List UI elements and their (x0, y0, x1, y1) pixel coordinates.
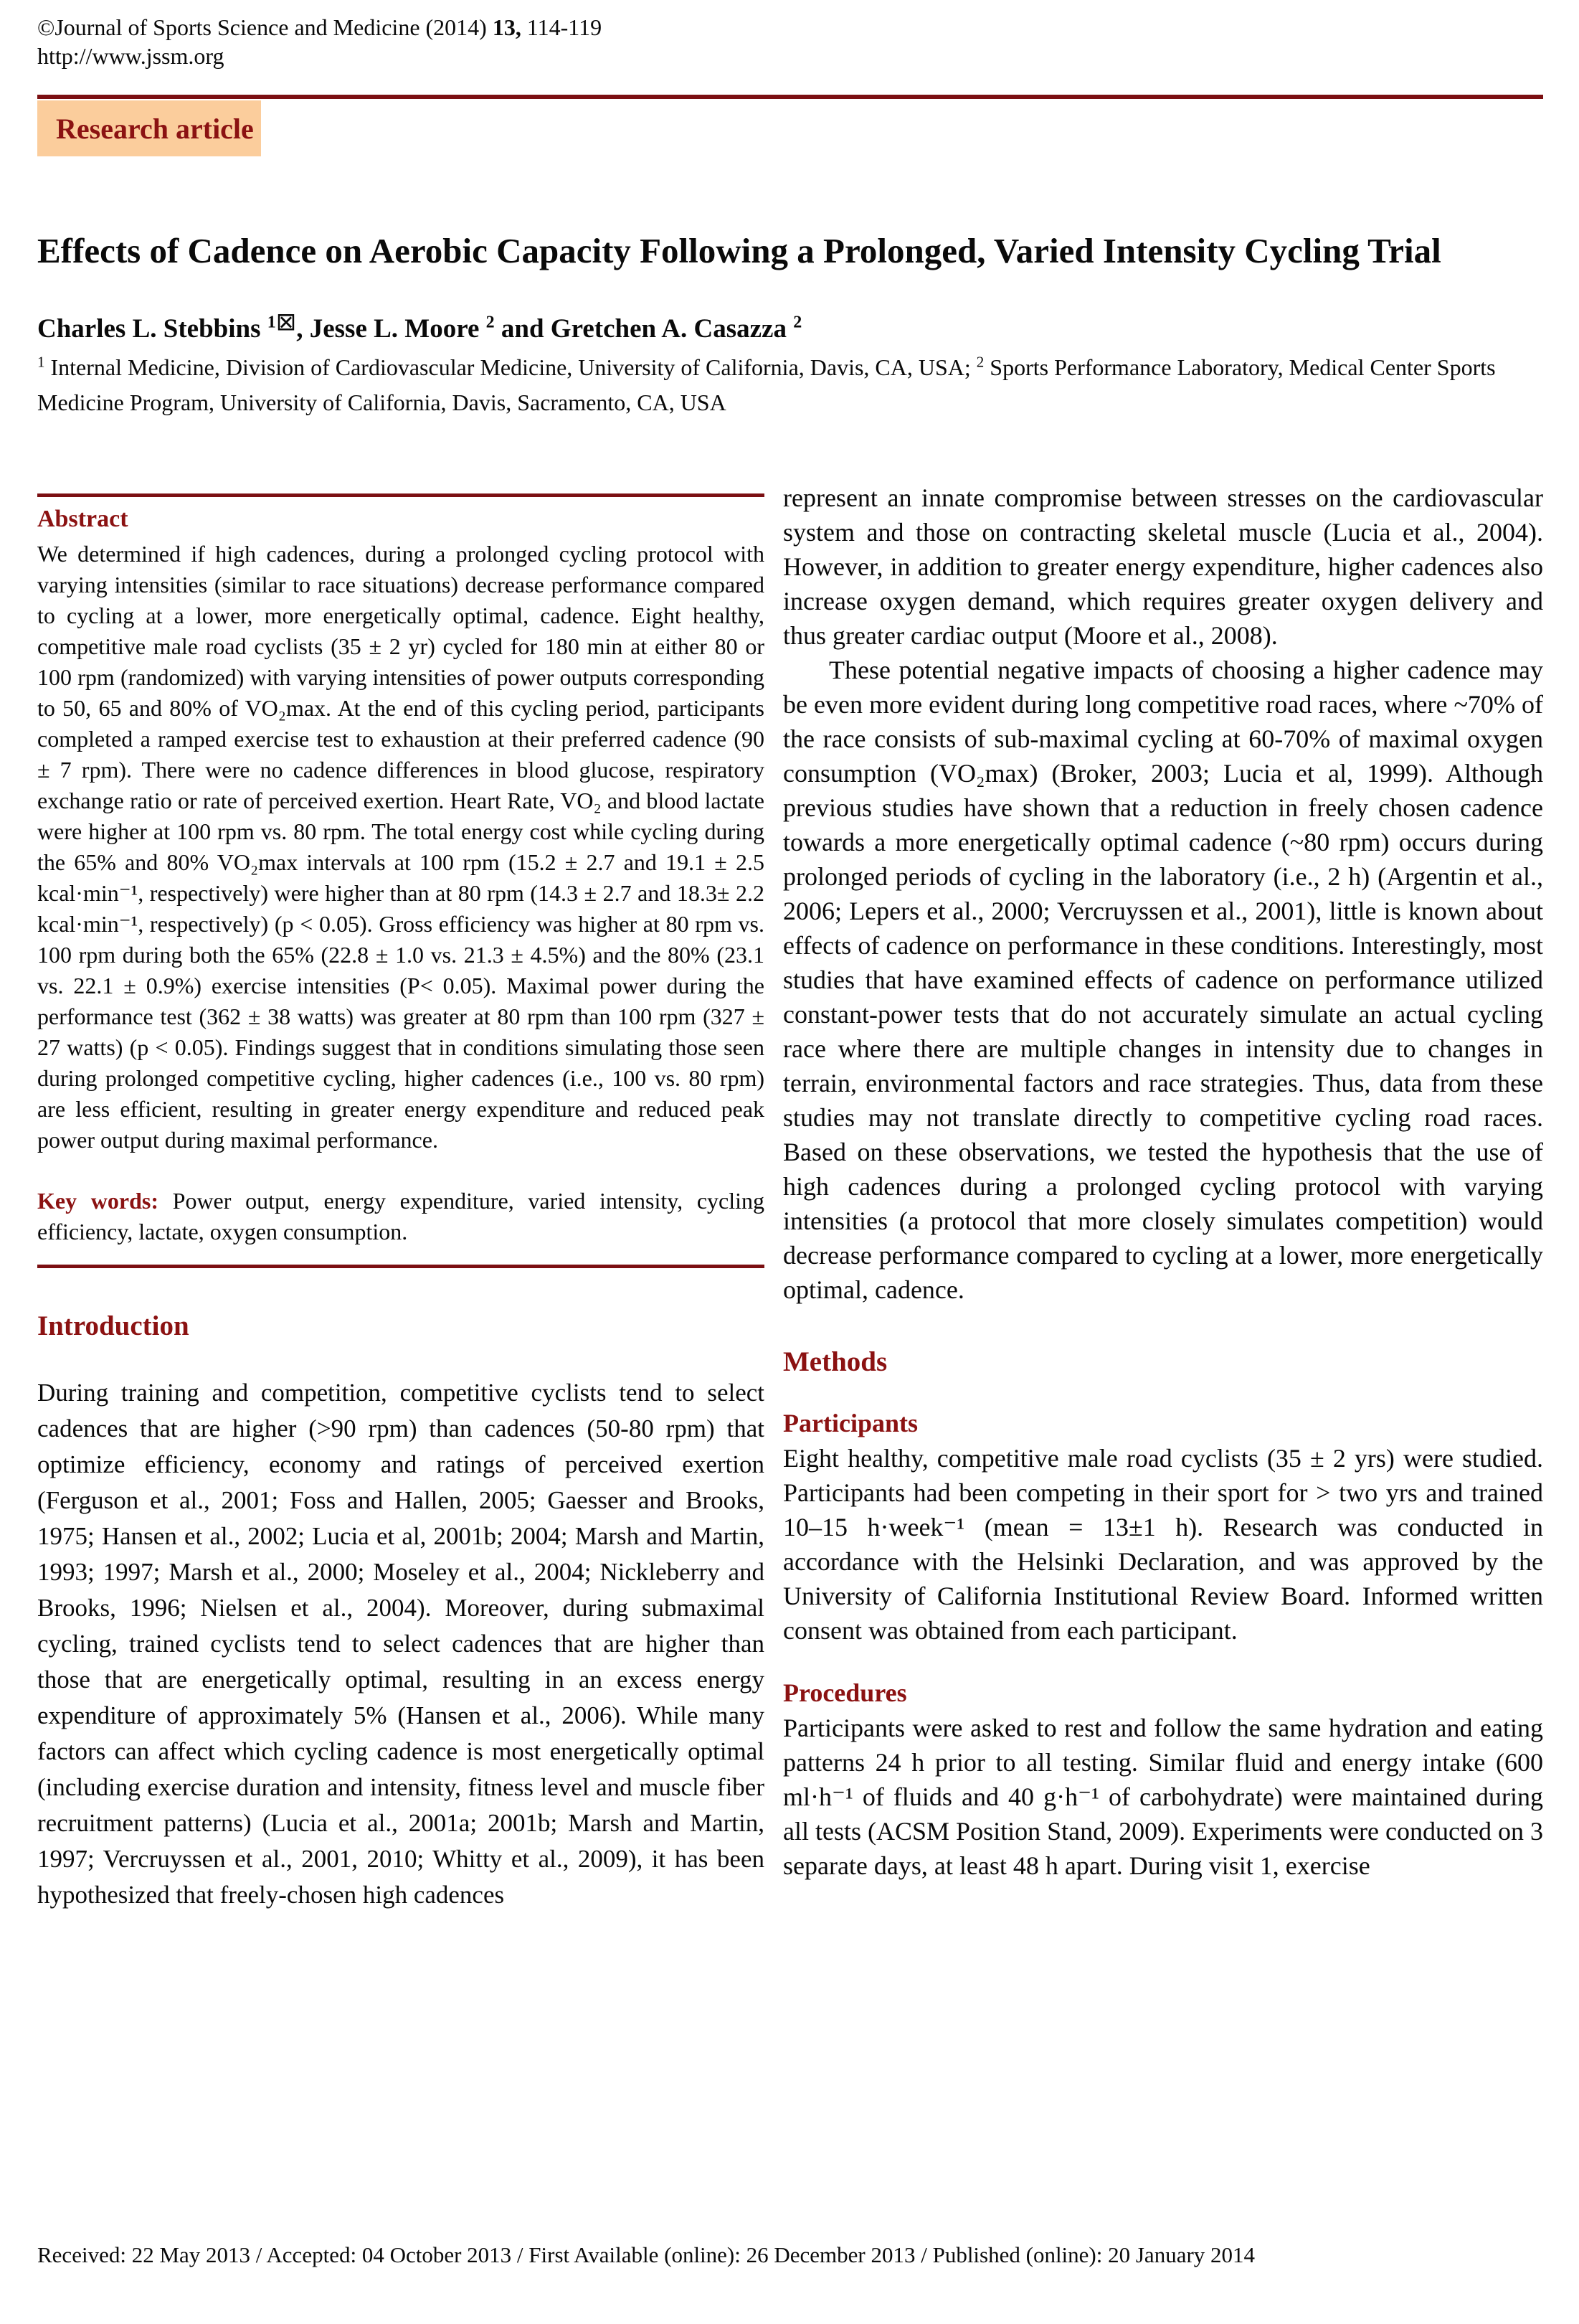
procedures-heading: Procedures (783, 1678, 907, 1707)
keywords-text: Power output, energy expenditure, varied intensity, cycling efficiency, lactate, oxygen consumption. (37, 1188, 765, 1244)
research-article-badge (37, 100, 261, 156)
two-column-body (37, 481, 1542, 1913)
introduction-heading: Introduction (37, 1310, 189, 1341)
abstract-text: We determined if high cadences, during a prolonged cycling protocol with varying intensities (similar to race situations) decrease performance compared to cycling at a lower, more energetically optimal, cadence. Eight healthy, competitive male road cyclists (35 ± 2 yr) cycled for 180 min at either 80 or 100 rpm (randomized) with varying intensities of power outputs corresponding to 50, 65 and 80% of VO₂max. At the end of this cycling period, participants completed a ramped exercise test to exhaustion at their preferred cadence (90 ± 7 rpm). There were no cadence differences in blood glucose, respiratory exchange ratio or rate of perceived exertion. Heart Rate, VO₂ and blood lactate were higher at 100 rpm vs. 80 rpm. The total energy cost while cycling during the 65% and 80% VO₂max intervals at 100 rpm (15.2 ± 2.7 and 19.1 ± 2.5 kcal·min⁻¹, respectively) were higher than at 80 rpm (14.3 ± 2.7 and 18.3± 2.2 kcal·min⁻¹, respectively) (p < 0.05). Gross efficiency was higher at 80 rpm vs. 100 rpm during both the 65% (22.8 ± 1.0 vs. 21.3 ± 4.5%) and the 80% (23.1 vs. 22.1 ± 0.9%) exercise intensities (P< 0.05). Maximal power during the performance test (362 ± 38 watts) was greater at 80 rpm than 100 rpm (327 ± 27 watts) (p < 0.05). Findings suggest that in conditions simulating those seen during prolonged competitive cycling, higher cadences (i.e., 100 vs. 80 rpm) are less efficient, resulting in greater energy expenditure and reduced peak power output during maximal performance. (37, 541, 764, 1153)
affiliation-2: Sports Performance Laboratory, Medical Center Sports Medicine Program, University of California, Davis, Sacramento, CA, USA (37, 354, 1496, 415)
envelope-icon: ⊠ (275, 308, 297, 336)
authors-line (37, 308, 1542, 344)
right-column (783, 481, 1543, 1913)
author-2-affiliation-mark: 2 (485, 313, 495, 332)
article-history-footer: Received: 22 May 2013 / Accepted: 04 October 2013 / First Available (online): 26 December 2013 / Published (online): 20 January 2014 (37, 2242, 1256, 2267)
methods-heading: Methods (783, 1346, 888, 1377)
author-1-affiliation-mark: 1 (267, 313, 276, 332)
affiliation-1: Internal Medicine, Division of Cardiovascular Medicine, University of California, Davis, CA, USA; (44, 354, 977, 380)
affiliations-line (37, 350, 1542, 420)
abstract-bottom-rule (37, 1265, 764, 1268)
procedures-paragraph: Participants were asked to rest and follow the same hydration and eating patterns 24 h prior to all testing. Similar fluid and energy intake (600 ml·h⁻¹ of fluids and 40 g·h⁻¹ of carbohydrate) were maintained during all tests (ACSM Position Stand, 2009). Experiments were conducted on 3 separate days, at least 48 h apart. During visit 1, exercise (783, 1714, 1543, 1880)
journal-pages: 114-119 (521, 14, 602, 40)
journal-url: http://www.jssm.org (37, 43, 224, 69)
participants-paragraph: Eight healthy, competitive male road cyclists (35 ± 2 yrs) were studied. Participants had been competing in their sport for > two yrs and trained 10–15 h·week⁻¹ (mean = 13±1 h). Research was conducted in accordance with the Helsinki Declaration, and was approved by the University of California Institutional Review Board. Informed written consent was obtained from each participant. (783, 1444, 1543, 1645)
affiliation-2-mark: 2 (976, 353, 985, 371)
abstract-top-rule (37, 493, 764, 497)
abstract-heading: Abstract (37, 506, 128, 532)
introduction-continued-paragraph-2: These potential negative impacts of choosing a higher cadence may be even more evident during long competitive road races, where ~70% of the race consists of sub-maximal cycling at 60-70% of maximal oxygen consumption (VO₂max) (Broker, 2003; Lucia et al, 1999). Although previous studies have shown that a reduction in freely chosen cadence towards a more energetically optimal cadence (~80 rpm) occurs during prolonged periods of cycling in the laboratory (i.e., 2 h) (Argentin et al., 2006; Lepers et al., 2000; Vercruyssen et al., 2001), little is known about effects of cadence on performance in these conditions. Interestingly, most studies that have examined effects of cadence on performance utilized constant-power tests that do not accurately simulate an actual cycling race where there are multiple changes in intensity due to changes in terrain, environmental factors and race strategies. Thus, data from these studies may not translate directly to competitive cycling road races. Based on these observations, we tested the hypothesis that the use of high cadences during a prolonged cycling protocol with varying intensities (a protocol that more closely simulates competition) would decrease performance compared to cycling at a lower, more energetically optimal, cadence. (783, 656, 1543, 1304)
affiliation-1-mark: 1 (37, 353, 45, 371)
journal-name: ©Journal of Sports Science and Medicine (2014) (37, 14, 493, 40)
page-header (0, 0, 1579, 70)
author-1: Charles L. Stebbins (37, 314, 267, 344)
journal-volume: 13, (492, 14, 521, 40)
keywords-label: Key words: (37, 1188, 158, 1214)
introduction-paragraph: During training and competition, competitive cyclists tend to select cadences that are higher (>90 rpm) than cadences (50-80 rpm) that optimize efficiency, economy and ratings of perceived exertion (Ferguson et al., 2001; Foss and Hallen, 2005; Gaesser and Brooks, 1975; Hansen et al., 2002; Lucia et al, 2001b; 2004; Marsh and Martin, 1993; 1997; Marsh et al., 2000; Moseley et al., 2004; Nickleberry and Brooks, 1996; Nielsen et al., 2004). Moreover, during submaximal cycling, trained cyclists tend to select cadences that are higher than those that are energetically optimal, resulting in an excess energy expenditure of approximately 5% (Hansen et al., 2006). While many factors can affect which cycling cadence is most energetically optimal (including exercise duration and intensity, fitness level and muscle fiber recruitment patterns) (Lucia et al., 2001a; 2001b; Marsh and Martin, 1997; Vercruyssen et al., 2001, 2010; Whitty et al., 2009), it has been hypothesized that freely-chosen high cadences (37, 1379, 764, 1909)
author-3: and Gretchen A. Casazza (494, 314, 794, 344)
author-2: , Jesse L. Moore (296, 314, 486, 344)
participants-heading: Participants (783, 1409, 918, 1437)
left-column (37, 481, 764, 1913)
badge-label: Research article (56, 112, 254, 145)
journal-citation-line (37, 13, 1542, 42)
article-title: Effects of Cadence on Aerobic Capacity Following a Prolonged, Varied Intensity Cycling Trial (37, 231, 1441, 270)
introduction-continued-paragraph-1: represent an innate compromise between stresses on the cardiovascular system and those on contracting skeletal muscle (Lucia et al., 2004). However, in addition to greater energy expenditure, higher cadences also increase oxygen demand, which requires greater oxygen delivery and thus greater cardiac output (Moore et al., 2008). (783, 483, 1543, 650)
author-3-affiliation-mark: 2 (793, 313, 802, 332)
keywords-line (37, 1186, 764, 1247)
header-rule (37, 95, 1543, 99)
